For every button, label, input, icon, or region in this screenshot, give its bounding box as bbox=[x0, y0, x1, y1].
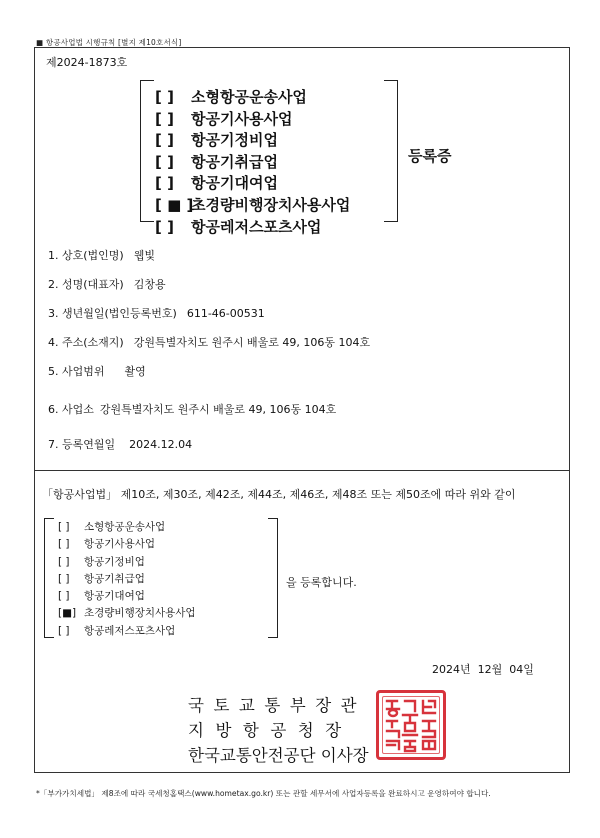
field-value: 강원특별자치도 원주시 배울로 49, 106동 104호 bbox=[133, 336, 371, 349]
small-business-type-item bbox=[58, 536, 196, 553]
business-type-label: 항공기사용사업 bbox=[191, 109, 293, 128]
small-business-type-label: 항공기사용사업 bbox=[84, 538, 156, 551]
field-label: 5. 사업범위 bbox=[48, 365, 105, 378]
small-business-type-label: 항공기대여업 bbox=[84, 590, 145, 603]
issuer-minister: 국토교통부장관 bbox=[188, 696, 367, 715]
section-divider bbox=[34, 470, 570, 471]
field-value: 2024.12.04 bbox=[129, 438, 193, 451]
footnote: *「부가가치세법」 제8조에 따라 국세청홈택스(www.hometax.go.kr) 또는 관할 세무서에 사업자등록을 완료하시고 운영하여야 합니다. bbox=[36, 789, 491, 798]
field-business-scope bbox=[48, 363, 146, 379]
field-address bbox=[48, 334, 370, 350]
registration-number: 제2024-1873호 bbox=[46, 56, 128, 69]
field-value: 611-46-00531 bbox=[186, 307, 265, 320]
checkbox-mark: [ ] bbox=[155, 88, 174, 106]
left-bracket bbox=[140, 80, 154, 222]
business-type-item bbox=[155, 173, 350, 195]
business-type-item bbox=[155, 130, 350, 152]
legal-basis: 「항공사업법」 제10조, 제30조, 제42조, 제44조, 제46조, 제48조 또는 제50조에 따라 위와 같이 bbox=[42, 488, 516, 501]
field-value: 촬영 bbox=[124, 365, 146, 378]
issuer-regional-office: 지방항공청장 bbox=[188, 721, 353, 740]
checkbox-mark: [ ] bbox=[58, 521, 70, 533]
small-business-type-item bbox=[58, 571, 196, 588]
field-label: 1. 상호(법인명) bbox=[48, 249, 124, 262]
small-business-type-label: 소형항공운송사업 bbox=[84, 521, 166, 533]
field-label: 7. 등록연월일 bbox=[48, 438, 116, 451]
checkbox-mark: [■] bbox=[58, 607, 77, 620]
registration-statement: 을 등록합니다. bbox=[286, 576, 357, 589]
field-value: 김창용 bbox=[133, 278, 166, 291]
small-business-type-item bbox=[58, 519, 196, 536]
small-business-type-list bbox=[58, 519, 196, 640]
business-type-label: 항공기취급업 bbox=[191, 152, 278, 171]
business-type-label: 항공레저스포츠사업 bbox=[191, 217, 322, 236]
business-type-label: 초경량비행장치사용사업 bbox=[191, 195, 351, 214]
business-type-item bbox=[155, 152, 350, 174]
checkbox-mark: [ ] bbox=[155, 217, 174, 236]
business-type-label: 항공기정비업 bbox=[191, 131, 278, 150]
business-type-item bbox=[155, 217, 350, 239]
field-company-name bbox=[48, 247, 155, 263]
checkbox-mark: [ ] bbox=[155, 174, 174, 193]
business-type-item bbox=[155, 87, 350, 109]
checkbox-mark: [ ] bbox=[58, 538, 70, 551]
small-business-type-label: 초경량비행장치사용사업 bbox=[84, 607, 196, 620]
form-label: ■ 항공사업법 시행규칙 [별지 제10호서식] bbox=[36, 38, 182, 47]
small-business-type-label: 항공기정비업 bbox=[84, 555, 145, 568]
small-business-type-label: 항공레저스포츠사업 bbox=[84, 624, 176, 637]
issuer-block bbox=[188, 693, 369, 768]
small-business-type-item bbox=[58, 623, 196, 640]
issue-date: 2024년 12월 04일 bbox=[432, 663, 534, 676]
small-business-type-item bbox=[58, 588, 196, 605]
field-registration-id bbox=[48, 305, 265, 321]
checkbox-mark: [ ] bbox=[58, 572, 70, 585]
issuer-safety-authority: 한국교통안전공단 이사장 bbox=[188, 746, 369, 765]
field-value: 강원특별자치도 원주시 배울로 49, 106동 104호 bbox=[99, 403, 337, 416]
business-type-item bbox=[155, 109, 350, 131]
checkbox-mark: [ ■ ] bbox=[155, 195, 194, 214]
small-business-type-item bbox=[58, 605, 196, 622]
field-representative bbox=[48, 276, 166, 292]
checkbox-mark: [ ] bbox=[155, 109, 174, 128]
small-left-bracket bbox=[44, 518, 54, 638]
checkbox-mark: [ ] bbox=[58, 590, 70, 603]
field-value: 웹빛 bbox=[133, 249, 155, 262]
official-seal bbox=[376, 690, 446, 760]
field-registration-date bbox=[48, 436, 192, 452]
checkbox-mark: [ ] bbox=[58, 624, 70, 637]
field-label: 3. 생년월일(법인등록번호) bbox=[48, 307, 177, 320]
field-business-office bbox=[48, 401, 336, 417]
checkbox-mark: [ ] bbox=[155, 131, 174, 150]
business-type-list bbox=[155, 87, 350, 238]
field-label: 2. 성명(대표자) bbox=[48, 278, 124, 291]
business-type-item bbox=[155, 195, 350, 217]
seal-icon bbox=[379, 693, 443, 757]
small-right-bracket bbox=[268, 518, 278, 638]
field-label: 6. 사업소 bbox=[48, 403, 94, 416]
checkbox-mark: [ ] bbox=[58, 555, 70, 568]
certificate-title: 등록증 bbox=[408, 147, 452, 165]
business-type-label: 항공기대여업 bbox=[191, 174, 278, 193]
small-business-type-label: 항공기취급업 bbox=[84, 572, 145, 585]
business-type-label: 소형항공운송사업 bbox=[191, 88, 307, 106]
checkbox-mark: [ ] bbox=[155, 152, 174, 171]
right-bracket bbox=[384, 80, 398, 222]
field-label: 4. 주소(소재지) bbox=[48, 336, 124, 349]
small-business-type-item bbox=[58, 554, 196, 571]
